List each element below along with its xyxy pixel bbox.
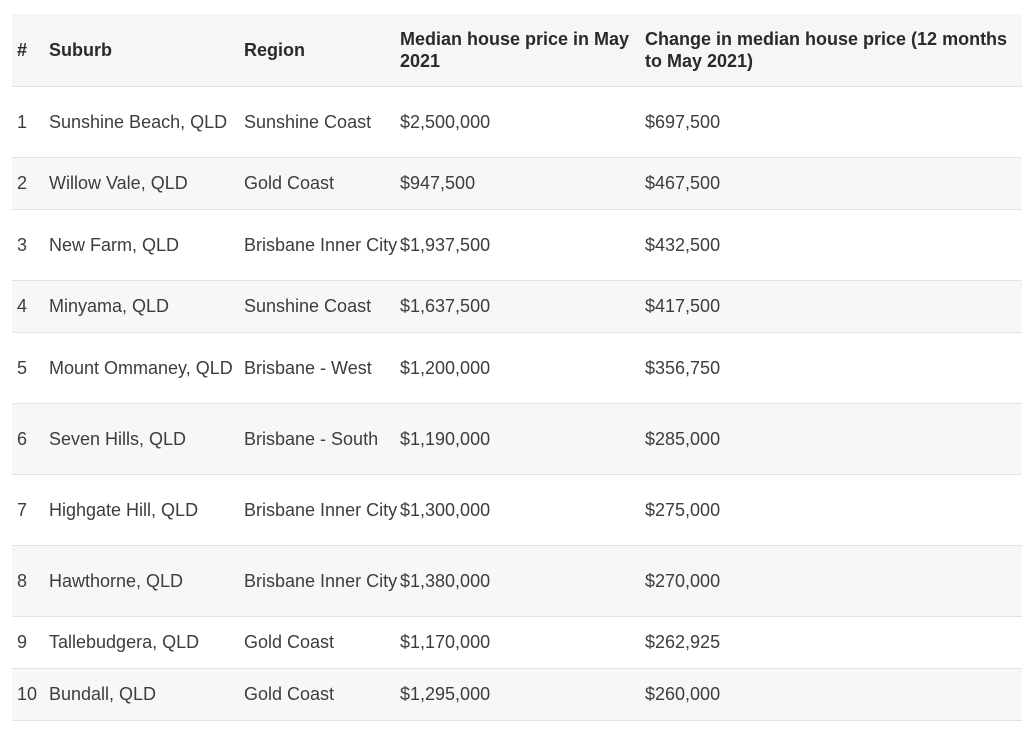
header-row xyxy=(12,14,1022,86)
cell-rank: 10 xyxy=(12,668,49,720)
table-header xyxy=(12,14,1022,86)
cell-region: Gold Coast xyxy=(244,157,400,209)
cell-median-price: $1,190,000 xyxy=(400,403,645,474)
cell-suburb: Seven Hills, QLD xyxy=(49,403,244,474)
cell-region: Brisbane - South xyxy=(244,403,400,474)
cell-suburb: Mount Ommaney, QLD xyxy=(49,332,244,403)
cell-median-price: $1,295,000 xyxy=(400,668,645,720)
table-row xyxy=(12,668,1022,720)
cell-rank: 6 xyxy=(12,403,49,474)
cell-median-price: $1,380,000 xyxy=(400,545,645,616)
table-row xyxy=(12,209,1022,280)
cell-median-price: $1,937,500 xyxy=(400,209,645,280)
cell-rank: 2 xyxy=(12,157,49,209)
cell-rank: 4 xyxy=(12,280,49,332)
cell-price-change: $270,000 xyxy=(645,545,1022,616)
cell-rank: 9 xyxy=(12,616,49,668)
table-row xyxy=(12,280,1022,332)
cell-suburb: Minyama, QLD xyxy=(49,280,244,332)
cell-rank: 8 xyxy=(12,545,49,616)
cell-price-change: $285,000 xyxy=(645,403,1022,474)
suburb-price-table xyxy=(12,14,1022,721)
cell-median-price: $947,500 xyxy=(400,157,645,209)
suburb-price-table-container xyxy=(12,14,1022,721)
cell-price-change: $467,500 xyxy=(645,157,1022,209)
table-row xyxy=(12,332,1022,403)
cell-suburb: Hawthorne, QLD xyxy=(49,545,244,616)
cell-suburb: Highgate Hill, QLD xyxy=(49,474,244,545)
cell-region: Gold Coast xyxy=(244,668,400,720)
cell-price-change: $697,500 xyxy=(645,86,1022,157)
cell-rank: 7 xyxy=(12,474,49,545)
cell-suburb: Tallebudgera, QLD xyxy=(49,616,244,668)
cell-rank: 5 xyxy=(12,332,49,403)
cell-price-change: $417,500 xyxy=(645,280,1022,332)
cell-median-price: $1,300,000 xyxy=(400,474,645,545)
cell-price-change: $260,000 xyxy=(645,668,1022,720)
cell-median-price: $1,637,500 xyxy=(400,280,645,332)
cell-median-price: $2,500,000 xyxy=(400,86,645,157)
cell-rank: 3 xyxy=(12,209,49,280)
table-row xyxy=(12,86,1022,157)
cell-suburb: Sunshine Beach, QLD xyxy=(49,86,244,157)
cell-median-price: $1,200,000 xyxy=(400,332,645,403)
cell-price-change: $275,000 xyxy=(645,474,1022,545)
cell-region: Brisbane - West xyxy=(244,332,400,403)
cell-region: Sunshine Coast xyxy=(244,86,400,157)
cell-median-price: $1,170,000 xyxy=(400,616,645,668)
cell-region: Brisbane Inner City xyxy=(244,474,400,545)
cell-suburb: Willow Vale, QLD xyxy=(49,157,244,209)
header-suburb: Suburb xyxy=(49,14,244,86)
header-price-change: Change in median house price (12 months to May 2021) xyxy=(645,14,1022,86)
cell-price-change: $356,750 xyxy=(645,332,1022,403)
cell-suburb: New Farm, QLD xyxy=(49,209,244,280)
table-body xyxy=(12,86,1022,720)
cell-region: Brisbane Inner City xyxy=(244,209,400,280)
header-region: Region xyxy=(244,14,400,86)
cell-price-change: $432,500 xyxy=(645,209,1022,280)
header-rank: # xyxy=(12,14,49,86)
cell-suburb: Bundall, QLD xyxy=(49,668,244,720)
cell-region: Brisbane Inner City xyxy=(244,545,400,616)
table-row xyxy=(12,616,1022,668)
table-row xyxy=(12,545,1022,616)
table-row xyxy=(12,403,1022,474)
header-median-price: Median house price in May 2021 xyxy=(400,14,645,86)
cell-region: Gold Coast xyxy=(244,616,400,668)
cell-rank: 1 xyxy=(12,86,49,157)
cell-region: Sunshine Coast xyxy=(244,280,400,332)
cell-price-change: $262,925 xyxy=(645,616,1022,668)
table-row xyxy=(12,157,1022,209)
table-row xyxy=(12,474,1022,545)
